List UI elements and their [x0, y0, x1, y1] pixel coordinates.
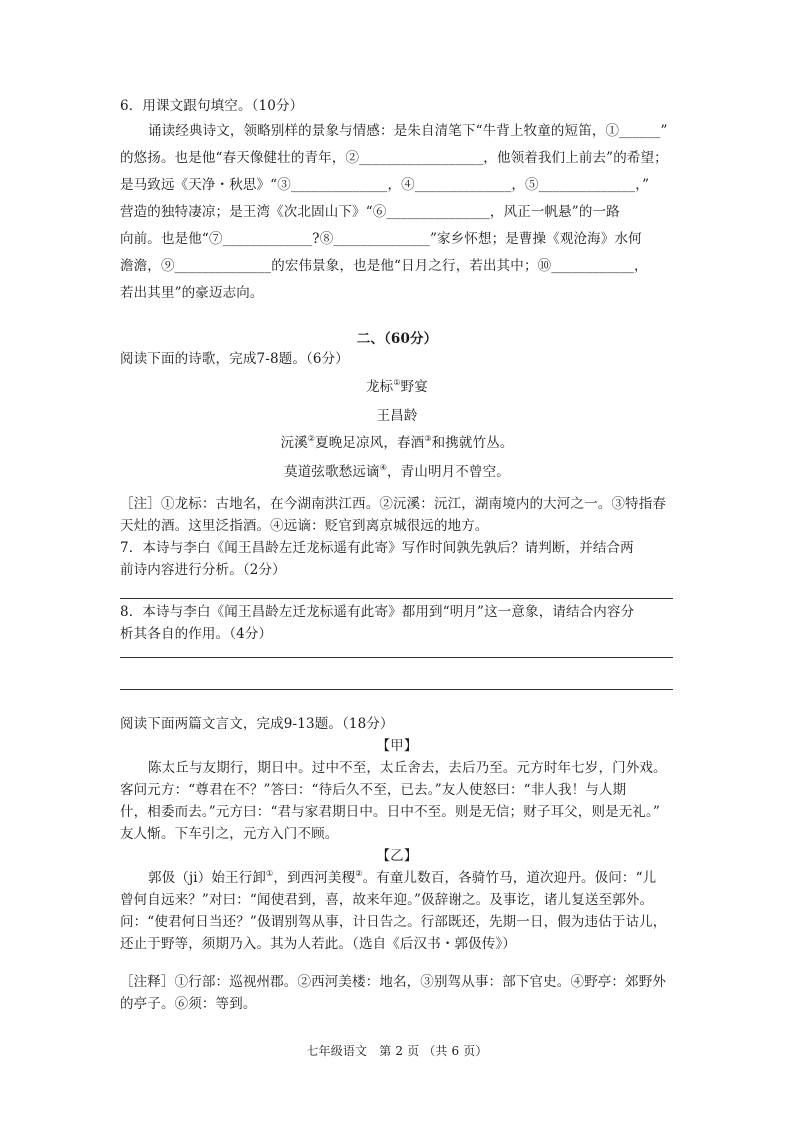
classical-notes: 的亭子。⑥须：等到。 — [120, 996, 257, 1012]
question-8: 析其各自的作用。（4分） — [120, 626, 273, 642]
text-jia-line: 什，相委而去。”元方曰：“君与家君期日中。日中不至。则是无信；财子耳父，则是无礼。” — [120, 804, 661, 820]
answer-line — [120, 598, 673, 599]
text-jia-line: 友人惭。下车引之，元方入门不顾。 — [120, 826, 339, 842]
poem-notes: ［注］①龙标：古地名，在今湖南洪江西。②沅溪：沅江，湖南境内的大河之一。③特指春 — [120, 496, 666, 512]
q6-heading: 6．用课文跟句填空。（10分） — [120, 98, 304, 114]
answer-line — [120, 689, 673, 690]
classical-notes: ［注释］①行部：巡视州郡。②西河美楼：地名，③别驾从事：部下官史。④野亭：郊野外 — [120, 974, 666, 990]
text-jia-line: 客问元方：“尊君在不？”答曰：“待后久不至，已去。”友人使怒曰：“非人我！与人期 — [120, 782, 627, 798]
classical-intro: 阅读下面两篇文言文，完成9-13题。（18分） — [120, 716, 394, 732]
poem-line-2: 莫道弦歌愁远谪④，青山明月不曾空。 — [284, 463, 510, 480]
text-yi-line: 还止于野等，须期乃入。其为人若此。（选自《后汉书・郭伋传》） — [120, 936, 516, 952]
poem-title: 龙标①野宴 — [366, 378, 428, 395]
text-jia-line: 陈太丘与友期行，期日中。过中不至，太丘舍去，去后乃至。元方时年七岁，门外戏。 — [148, 760, 667, 776]
text-yi-line: 曾何自远来？”对曰：“闻使君到，喜，故来年迎。”伋辞谢之。及事讫，诸儿复送至郭外。 — [120, 892, 654, 908]
text-yi-line: 问：“使君何日当还？”伋谓别驾从事，计日告之。行部既还，先期一日，假为违估于诂儿， — [120, 914, 667, 930]
question-7: 前诗内容进行分析。（2分） — [120, 562, 286, 578]
q6-line: 若出其里”的豪迈志向。 — [120, 285, 264, 301]
question-8: 8．本诗与李白《闻王昌龄左迁龙标遥有此寄》都用到“明月”这一意象，请结合内容分 — [120, 604, 635, 620]
section-title: 二、（60分） — [356, 331, 438, 347]
text-yi-line: 郭伋（ji）始王行卸①，到西河美稷②。有童儿数百，各骑竹马，道次迎丹。伋问：“儿 — [148, 869, 657, 886]
poem-line-1: 沅溪②夏晚足凉风，春酒③和携就竹丛。 — [280, 434, 514, 451]
q6-line: 的悠扬。也是他“春天像健壮的青年，②__________________，他领着我们上前去”的希望； — [120, 150, 668, 166]
q6-line: 向前。也是他“⑦_____________?⑧______________”家乡怀想；是曹操《观沧海》水何 — [120, 231, 642, 247]
poem-intro: 阅读下面的诗歌，完成7-8题。（6分） — [120, 351, 349, 367]
poem-notes: 天灶的酒。这里泛指酒。④远谪：贬官到离京城很远的地方。 — [120, 518, 489, 534]
page-footer: 七年级语文 第 2 页 （共 6 页） — [306, 1044, 488, 1058]
q6-line: 诵读经典诗文，领略别样的景象与情感：是朱自清笔下“牛背上牧童的短笛，①______” — [148, 123, 668, 139]
q6-line: 营造的独特凄凉；是王湾《次北固山下》“⑥_______________，风正一帆悬”的一路 — [120, 204, 620, 220]
poem-author: 王昌龄 — [376, 408, 418, 424]
text-jia-label: 【甲】 — [376, 738, 418, 754]
answer-line — [120, 657, 673, 658]
q6-line: 是马致远《天净・秋思》“③______________，④______________，⑤______________，” — [120, 177, 650, 193]
q6-line: 澹澹，⑨______________的宏伟景象，也是他“日月之行，若出其中；⑩____________， — [120, 258, 648, 274]
question-7: 7．本诗与李白《闻王昌龄左迁龙标遥有此寄》写作时间孰先孰后？请判断，并结合两 — [120, 540, 634, 556]
text-yi-label: 【乙】 — [376, 848, 418, 864]
